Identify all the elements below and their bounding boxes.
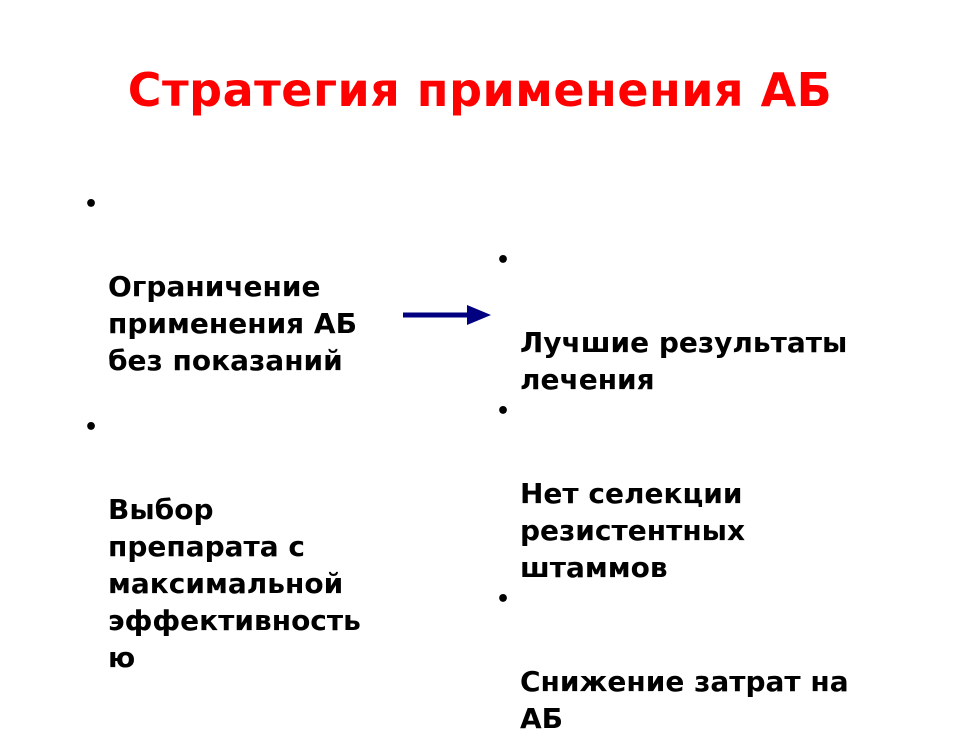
bullet-icon: •	[496, 248, 511, 273]
left-bullet-list	[82, 194, 382, 676]
bullet-icon: •	[84, 192, 99, 217]
list-item-text: Нет селекции резистентных штаммов	[520, 477, 746, 584]
list-item-text: Лучшие результаты лечения	[520, 326, 848, 396]
list-item	[494, 401, 874, 586]
bullet-icon: •	[496, 399, 511, 424]
list-item-text: Снижение затрат на АБ	[520, 665, 849, 735]
right-bullet-list	[494, 250, 874, 737]
list-item	[82, 194, 382, 379]
bullet-icon: •	[496, 587, 511, 612]
list-item	[494, 250, 874, 398]
list-item-text: Выбор препарата с максимальной эффективность ю	[108, 493, 361, 674]
right-arrow-icon	[403, 300, 491, 330]
slide-title: Стратегия применения АБ	[127, 63, 833, 117]
list-item	[82, 417, 382, 676]
list-item	[494, 589, 874, 737]
bullet-icon: •	[84, 415, 99, 440]
list-item-text: Ограничение применения АБ без показаний	[108, 270, 357, 377]
